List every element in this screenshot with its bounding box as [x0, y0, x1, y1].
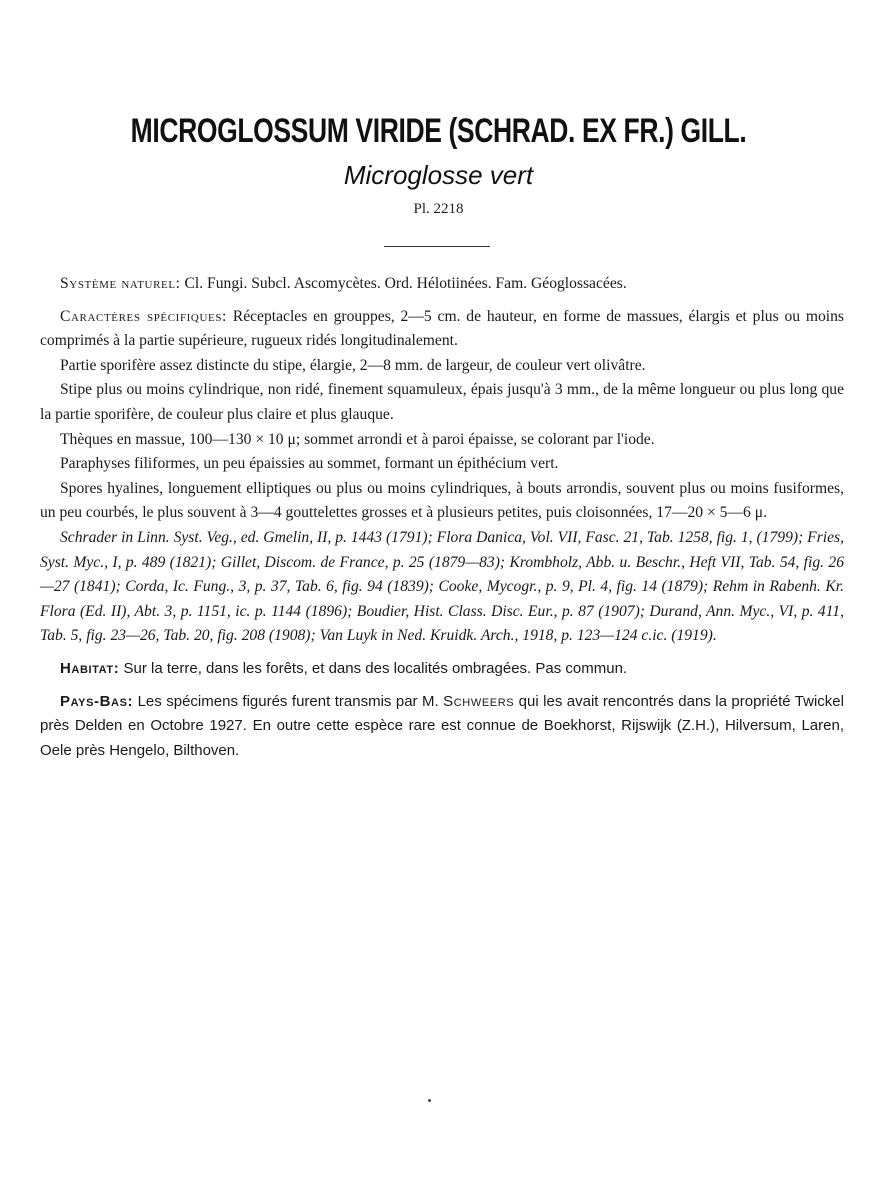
species-title: MICROGLOSSUM VIRIDE (SCHRAD. EX FR.) GILL.	[130, 112, 747, 150]
systeme-text: Cl. Fungi. Subcl. Ascomycètes. Ord. Hélotiinées. Fam. Géoglossacées.	[180, 275, 627, 292]
description-body	[40, 272, 844, 763]
title-divider	[384, 246, 490, 247]
caracteres-paragraph	[40, 305, 844, 354]
paysbas-text-before: Les spécimens figurés furent transmis par M.	[133, 692, 444, 710]
paysbas-paragraph	[40, 690, 844, 764]
habitat-text: Sur la terre, dans les forêts, et dans des localités ombragées. Pas commun.	[119, 659, 628, 677]
stipe-paragraph: Stipe plus ou moins cylindrique, non ridé, finement squamuleux, épais jusqu'à 3 mm., de la même longueur ou plus long que la partie sporifère, de couleur plus claire et plus glauque.	[40, 381, 844, 423]
systeme-paragraph	[40, 272, 844, 297]
references-paragraph: Schrader in Linn. Syst. Veg., ed. Gmelin, II, p. 1443 (1791); Flora Danica, Vol. VII, Fasc. 21, Tab. 1258, fig. 1, (1799); Fries, Syst. Myc., I, p. 489 (1821); Gillet, Discom. de France, p. 25 (1879—83); Krombholz, Abb. u. Beschr., Heft VII, Tab. 54, fig. 26—27 (1841); Corda, Ic. Fung., 3, p. 37, Tab. 6, fig. 94 (1839); Cooke, Mycogr., p. 9, Pl. 4, fig. 14 (1879); Rehm in Rabenh. Kr. Flora (Ed. II), Abt. 3, p. 1151, ic. p. 1144 (1896); Boudier, Hist. Class. Disc. Eur., p. 87 (1907); Durand, Ann. Myc., VI, p. 411, Tab. 5, fig. 23—26, Tab. 20, fig. 208 (1908); Van Luyk in Ned. Kruidk. Arch., 1918, p. 123—124 c.ic. (1919).	[40, 528, 844, 645]
paysbas-text-after: qui les avait rencontrés dans la propriété Twickel près Delden en Octobre 1927. En outre cette espèce rare est connue de Boekhorst, Rijswijk (Z.H.), Hilversum, Laren, Oele près Hengelo, Bilthoven.	[40, 692, 844, 759]
habitat-paragraph	[40, 657, 844, 682]
common-name: Microglosse vert	[343, 160, 534, 190]
plate-number: Pl. 2218	[413, 201, 464, 217]
ink-speck	[428, 1099, 431, 1102]
caracteres-label: Caractères spécifiques:	[60, 307, 227, 325]
habitat-label: Habitat:	[60, 659, 120, 677]
sporifere-paragraph: Partie sporifère assez distincte du stipe, élargie, 2—8 mm. de largeur, de couleur vert olivâtre.	[60, 356, 646, 374]
caracteres-text: Réceptacles en grouppes, 2—5 cm. de hauteur, en forme de massues, élargis et plus ou moins comprimés à la partie supérieure, rugueux ridés longitudinalement.	[40, 307, 845, 350]
systeme-label: Système naturel:	[60, 275, 181, 292]
paysbas-label: Pays-Bas:	[60, 692, 134, 710]
collector-name: Schweers	[443, 692, 515, 710]
spores-paragraph: Spores hyalines, longuement elliptiques ou plus ou moins cylindriques, à bouts arrondis, souvent plus ou moins fusiformes, un peu courbés, le plus souvent à 3—4 gouttelettes grosses et à plusieurs petites, puis cloisonnées, 17—20 × 5—6 μ.	[40, 479, 844, 522]
theques-paragraph: Thèques en massue, 100—130 × 10 μ; sommet arrondi et à paroi épaisse, se colorant par l'iode.	[60, 430, 655, 448]
paraphyses-paragraph: Paraphyses filiformes, un peu épaissies au sommet, formant un épithécium vert.	[60, 455, 559, 473]
